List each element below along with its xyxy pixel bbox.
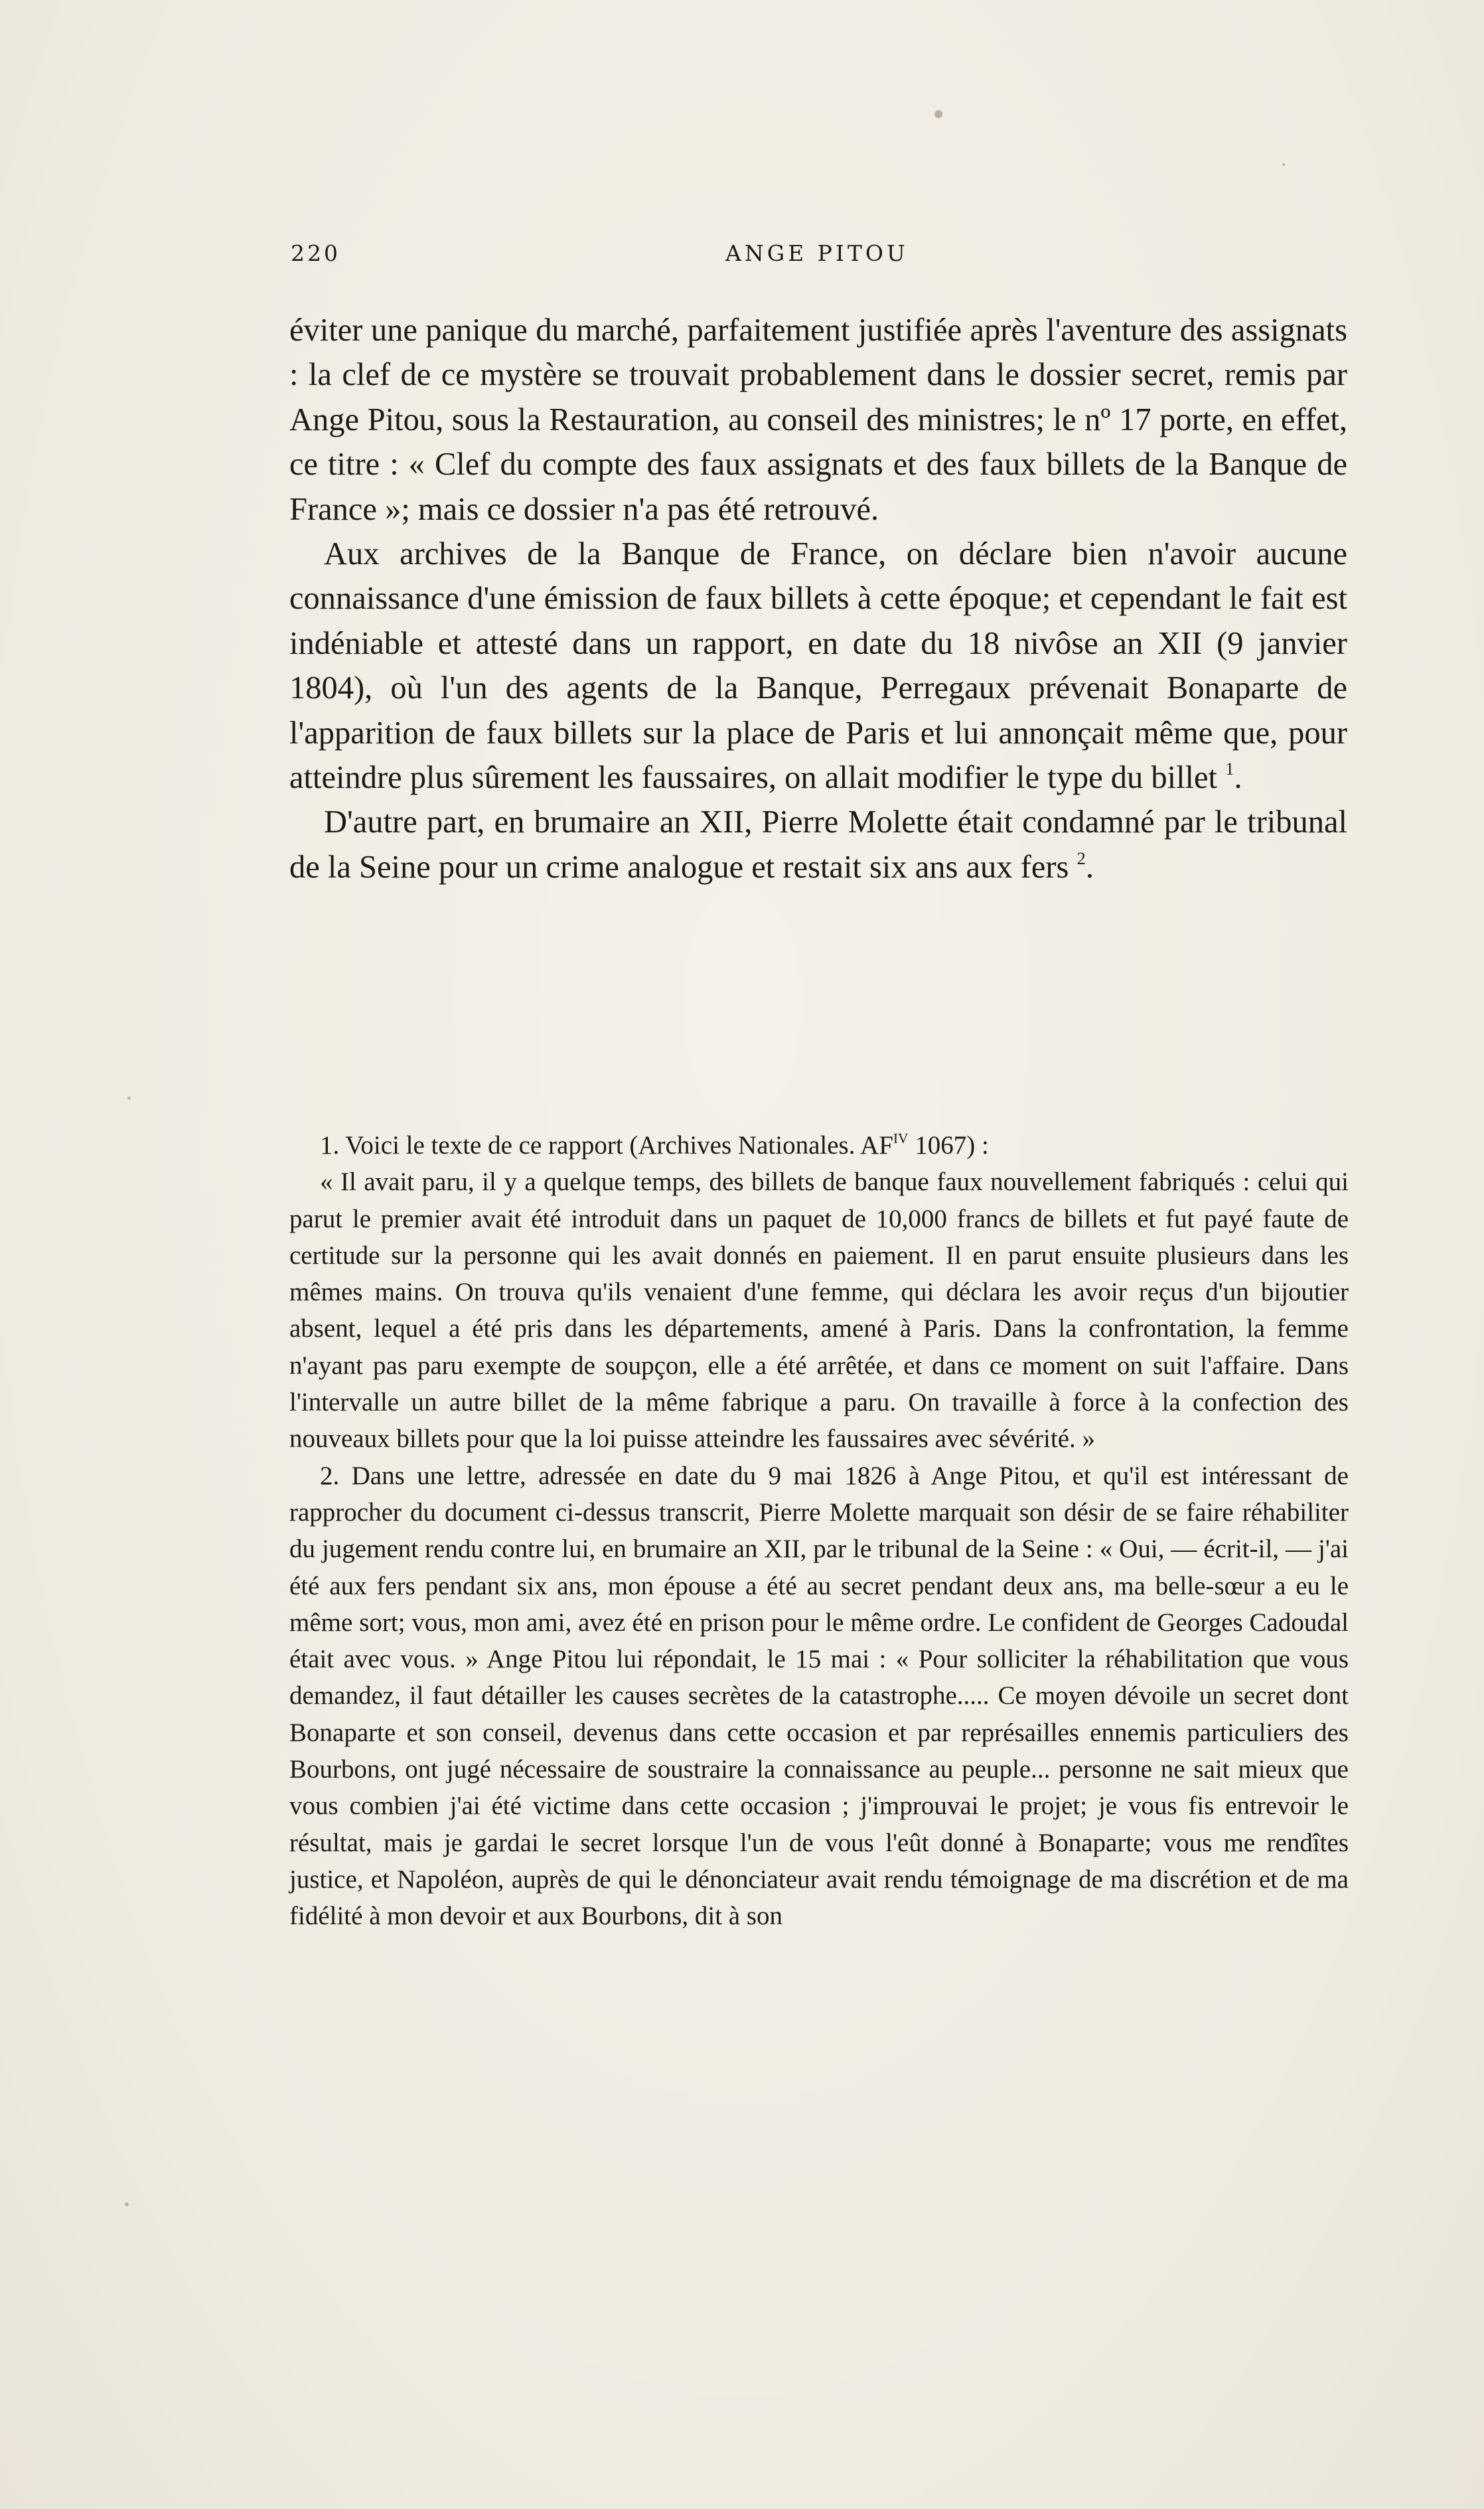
paragraph-2: [289, 532, 1347, 800]
footnote-1-intro-text: 1. Voici le texte de ce rapport (Archives Nationales. AF: [320, 1131, 893, 1160]
page-header: [291, 240, 1346, 273]
footnote-1-superscript: IV: [893, 1130, 909, 1146]
footnote-1-quote: « Il avait paru, il y a quelque temps, des billets de banque faux nouvellement fabriqués : celui qui parut le premier avait été introduit dans un paquet de 10,000 francs de billets et fut payé faute de certitude sur la personne qui les avait donnés en paiement. Il en parut ensuite plusieurs dans les mêmes mains. On trouva qu'ils venaient d'une femme, qui déclara les avoir reçus d'un bijoutier absent, lequel a été pris dans les départements, amené à Paris. Dans la confrontation, la femme n'ayant pas paru exempte de soupçon, elle a été arrêtée, et dans ce moment on suit l'affaire. Dans l'intervalle un autre billet de la même fabrique a paru. On travaille à force à la confection des nouveaux billets pour que la loi puisse atteindre les faussaires avec sévérité. »: [289, 1168, 1349, 1454]
paragraph-2-text: Aux archives de la Banque de France, on déclare bien n'avoir aucune connaissance d'une émission de faux billets à cette époque; et cependant le fait est indéniable et attesté dans un rapport, en date du 18 nivôse an XII (9 janvier 1804), où l'un des agents de la Banque, Perregaux prévenait Bonaparte de l'apparition de faux billets sur la place de Paris et lui annonçait même que, pour atteindre plus sûrement les faussaires, on allait modifier le type du billet: [289, 536, 1347, 796]
footnotes: [289, 1127, 1349, 1935]
paper-speck: [125, 2202, 129, 2206]
page-number: 220: [291, 240, 340, 266]
paragraph-3-end: .: [1085, 849, 1094, 885]
paper-speck: [934, 110, 942, 118]
footnote-1-intro: [289, 1127, 1349, 1164]
paper-speck: [1282, 163, 1285, 166]
paper-speck: [127, 1097, 131, 1100]
paragraph-3: [289, 800, 1347, 889]
footnote-2: 2. Dans une lettre, adressée en date du 9 mai 1826 à Ange Pitou, et qu'il est intéressant de rapprocher du document ci-dessus transcrit, Pierre Molette marquait son désir de se faire réhabiliter du jugement rendu contre lui, en brumaire an XII, par le tribunal de la Seine : « Oui, — écrit-il, — j'ai été aux fers pendant six ans, mon épouse a été au secret pendant deux ans, ma belle-sœur a eu le même sort; vous, mon ami, avez été en prison pour le même ordre. Le confident de Georges Cadoudal était avec vous. » Ange Pitou lui répondait, le 15 mai : « Pour solliciter la réhabilitation que vous demandez, il faut détailler les causes secrètes de la catastrophe..... Ce moyen dévoile un secret dont Bonaparte et son conseil, devenus dans cette occasion et par représailles ennemis particuliers des Bourbons, ont jugé nécessaire de soustraire la connaissance au peuple... personne ne sait mieux que vous combien j'ai été victime dans cette occasion ; j'improuvai le projet; je vous fis entrevoir le résultat, mais je gardai le secret lorsque l'un de vous l'eût donné à Bonaparte; vous me rendîtes justice, et Napoléon, auprès de qui le dénonciateur avait rendu témoignage de ma discrétion et de ma fidélité à mon devoir et aux Bourbons, dit à son: [289, 1461, 1349, 1931]
footnote-ref-1: 1: [1225, 759, 1234, 779]
paragraph-3-text: D'autre part, en brumaire an XII, Pierre Molette était condamné par le tribunal de la Seine pour un crime analogue et restait six ans aux fers: [289, 804, 1347, 885]
footnote-1-intro-end: 1067) :: [908, 1131, 989, 1160]
paragraph-1: éviter une panique du marché, parfaitement justifiée après l'aventure des assignats : la clef de ce mystère se trouvait probablement dans le dossier secret, remis par Ange Pitou, sous la Restauration, au conseil des ministres; le nº 17 porte, en effet, ce titre : « Clef du compte des faux assignats et des faux billets de la Banque de France »; mais ce dossier n'a pas été retrouvé.: [289, 313, 1347, 527]
paragraph-2-end: .: [1234, 760, 1242, 796]
footnote-ref-2: 2: [1076, 848, 1086, 868]
running-title: ANGE PITOU: [725, 240, 909, 266]
main-text: [289, 308, 1347, 889]
